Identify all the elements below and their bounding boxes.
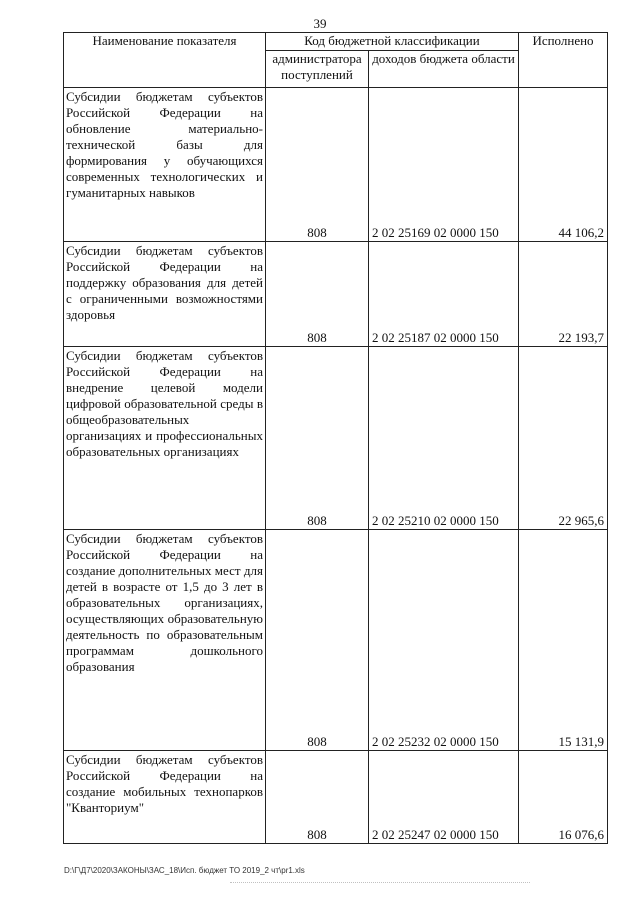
table-row xyxy=(64,347,608,530)
header-row xyxy=(64,33,608,51)
row-amount: 15 131,9 xyxy=(519,530,608,751)
row-income-code: 2 02 25169 02 0000 150 xyxy=(369,88,519,242)
row-admin-code: 808 xyxy=(266,347,369,530)
row-amount: 22 193,7 xyxy=(519,242,608,347)
header-executed: Исполнено xyxy=(519,33,608,88)
table-row xyxy=(64,242,608,347)
row-name: Субсидии бюджетам субъектов Российской Федерации на внедрение целевой модели цифровой образовательной среды в общеобразовательных организациях и профессиональных образовательных организациях xyxy=(64,347,266,530)
row-amount: 16 076,6 xyxy=(519,751,608,844)
header-code: Код бюджетной классификации xyxy=(266,33,519,51)
row-admin-code: 808 xyxy=(266,88,369,242)
page-number: 39 xyxy=(313,16,327,31)
row-income-code: 2 02 25187 02 0000 150 xyxy=(369,242,519,347)
row-income-code: 2 02 25210 02 0000 150 xyxy=(369,347,519,530)
row-name: Субсидии бюджетам субъектов Российской Федерации на обновление материально-технической базы для формирования у обучающихся современных технологических и гуманитарных навыков xyxy=(64,88,266,242)
row-name: Субсидии бюджетам субъектов Российской Федерации на создание мобильных технопарков "Кванториум" xyxy=(64,751,266,844)
row-admin-code: 808 xyxy=(266,751,369,844)
file-path-footer: D:\Г\Д7\2020\ЗАКОНЫ\ЗАС_18\Исп. бюджет ТО 2019_2 чт\pr1.xls xyxy=(64,866,305,875)
row-admin-code: 808 xyxy=(266,530,369,751)
row-name: Субсидии бюджетам субъектов Российской Федерации на поддержку образования для детей с ограниченными возможностями здоровья xyxy=(64,242,266,347)
table-row xyxy=(64,88,608,242)
table-row xyxy=(64,530,608,751)
header-name: Наименование показателя xyxy=(64,33,266,88)
header-income: доходов бюджета области xyxy=(369,51,519,88)
header-admin: администратора поступлений xyxy=(266,51,369,88)
row-income-code: 2 02 25232 02 0000 150 xyxy=(369,530,519,751)
row-admin-code: 808 xyxy=(266,242,369,347)
budget-table xyxy=(63,32,608,844)
row-amount: 44 106,2 xyxy=(519,88,608,242)
row-income-code: 2 02 25247 02 0000 150 xyxy=(369,751,519,844)
table-row xyxy=(64,751,608,844)
row-name: Субсидии бюджетам субъектов Российской Федерации на создание дополнительных мест для детей в возрасте от 1,5 до 3 лет в образовательных организациях, осуществляющих образовательную деятельность по образовательным программам дошкольного образования xyxy=(64,530,266,751)
row-amount: 22 965,6 xyxy=(519,347,608,530)
scan-artifact-line xyxy=(230,882,530,885)
